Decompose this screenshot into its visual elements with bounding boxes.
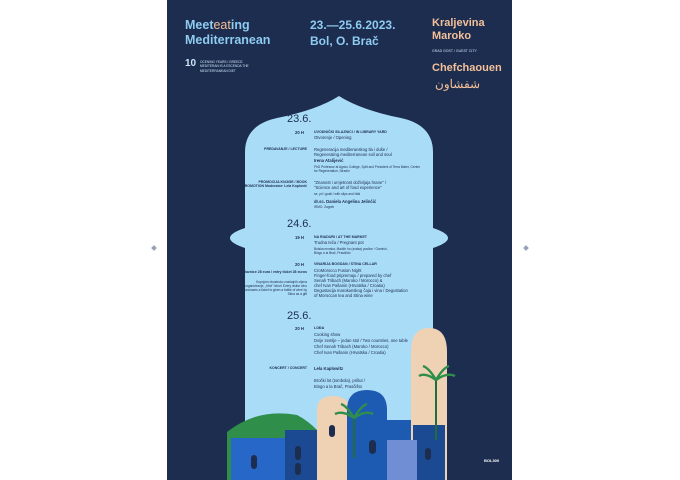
crop-mark-right <box>523 245 529 251</box>
event-title: Chef Ivan Pašanin (Hrvatska / Croatia) <box>314 350 386 355</box>
event-time: 20 H <box>295 326 304 331</box>
event-title: CroMorocco Fusion Night <box>314 268 362 273</box>
event-title: Finger-food pripremaju / prepared by chef <box>314 273 392 278</box>
event-title: Trudna teča / Pregnant pot <box>314 240 364 245</box>
sponsor-logo: BOL300 <box>484 458 500 463</box>
building-blue-left <box>231 438 287 480</box>
event-title: Regeneracija mediteranskog tla i duše / <box>314 147 388 152</box>
event-title: Dvije zemlje – jedan stol / Two countries, one table <box>314 338 408 343</box>
event-note: PhD Professor at Agrico College, Split and President of Terra Mater, Center for Regeneration, Stradin <box>314 165 421 173</box>
event-title: Bingo a la Brač, Prasčišto <box>314 384 362 389</box>
building-base <box>387 440 417 480</box>
guest-city-label: GRAD GOST / GUEST CITY <box>432 49 477 53</box>
event-label: PREDAVANJE / LECTURE <box>264 147 307 151</box>
event-title: "Znanost i umjetnost doživljaja hrane" / <box>314 180 387 185</box>
day-date: 23.6. <box>287 113 312 125</box>
event-venue: NA RIADURI / AT THE MARKET <box>314 235 367 239</box>
window-2 <box>295 446 301 460</box>
window-1 <box>251 455 257 469</box>
event-title: Degustacija marokanskog čaja i vina / Degustation <box>314 288 408 293</box>
window-4 <box>329 425 335 437</box>
event-title: Regenerating mediterranean soil and soul <box>314 152 392 157</box>
guest-country: Kraljevina Maroko <box>432 17 485 42</box>
event-note: IRMO, Zagreb <box>314 205 335 209</box>
day-date: 24.6. <box>287 218 312 230</box>
event-title: Cooking show <box>314 332 341 337</box>
event-venue: VINARIJA BOGDAN / STINA CELLAR <box>314 262 377 266</box>
event-speaker: Irena Atalijević <box>314 158 344 163</box>
event-title: Lela Kaplowitz <box>314 366 344 371</box>
event-poster <box>167 0 512 480</box>
event-label: Ulaznice 28 eura / entry ticket 28 euros <box>242 270 307 274</box>
guest-city-arabic: شفشاون <box>435 77 481 91</box>
event-title: chef Ivan Pašanin (Hrvatska / Croatia) <box>314 283 385 288</box>
event-label: KONCERT / CONCERT <box>269 366 307 370</box>
window-5 <box>369 440 376 454</box>
anniversary-number: 10 <box>185 58 197 69</box>
event-title: Chef Senah Tribach (Maroko / Morocco) <box>314 344 389 349</box>
event-time: 20 H <box>295 262 304 267</box>
event-title: of Moroccan tea and Stina wine <box>314 293 373 298</box>
event-venue: UVODNIČKI SILAZNICI / IN LIBRARY YARD <box>314 130 387 134</box>
window-6 <box>425 448 431 460</box>
event-location: Bol, O. Brač <box>310 34 379 48</box>
event-time: 19 H <box>295 235 304 240</box>
event-note: se, pri i gosti / with slips and hitsl <box>314 192 361 196</box>
guest-city: Chefchaouen <box>432 62 502 74</box>
event-time: 20 H <box>295 130 304 135</box>
event-dates: 23.—25.6.2023. <box>310 18 396 32</box>
event-speaker: dr.sc. Daniela Angelina Jelinčić <box>314 199 377 204</box>
event-title: Bročki lot (tombola), prišut / <box>314 378 365 383</box>
event-venue: LOĐA <box>314 326 325 330</box>
festival-title-line2: Mediterranean <box>185 33 271 47</box>
event-title: Otvorenje / Opening <box>314 135 352 140</box>
festival-title: Meeteating <box>185 18 250 32</box>
anniversary-text: OCENING YEARS / GREECE MEDITERAN IS A ESCENDA THE MEDITERRANEAN DIET <box>200 60 249 73</box>
event-note: Bolska morska, Madžir ho (svaka) poslice / Garnish, Bingo a la Brač, Prasčišto <box>314 247 388 255</box>
event-label-note: Kupnjom dvostruko značajnih cijena organiziranje, „Mrvi" izbor/ Every visitor who purchases a ticket is given a bottle of wine by Stina as a gift <box>243 280 307 296</box>
window-3 <box>295 463 301 475</box>
event-label: PROMOCIJA KNJIGE / BOOK PROMOTION Moderator: Lela Koplović <box>242 180 307 189</box>
crop-mark-left <box>151 245 157 251</box>
event-title: "Science and art of food experience" <box>314 185 382 190</box>
event-title: Senah Tribach (Maroko / Morocco) & <box>314 278 383 283</box>
day-date: 25.6. <box>287 310 312 322</box>
sand-tower-left <box>317 396 349 480</box>
